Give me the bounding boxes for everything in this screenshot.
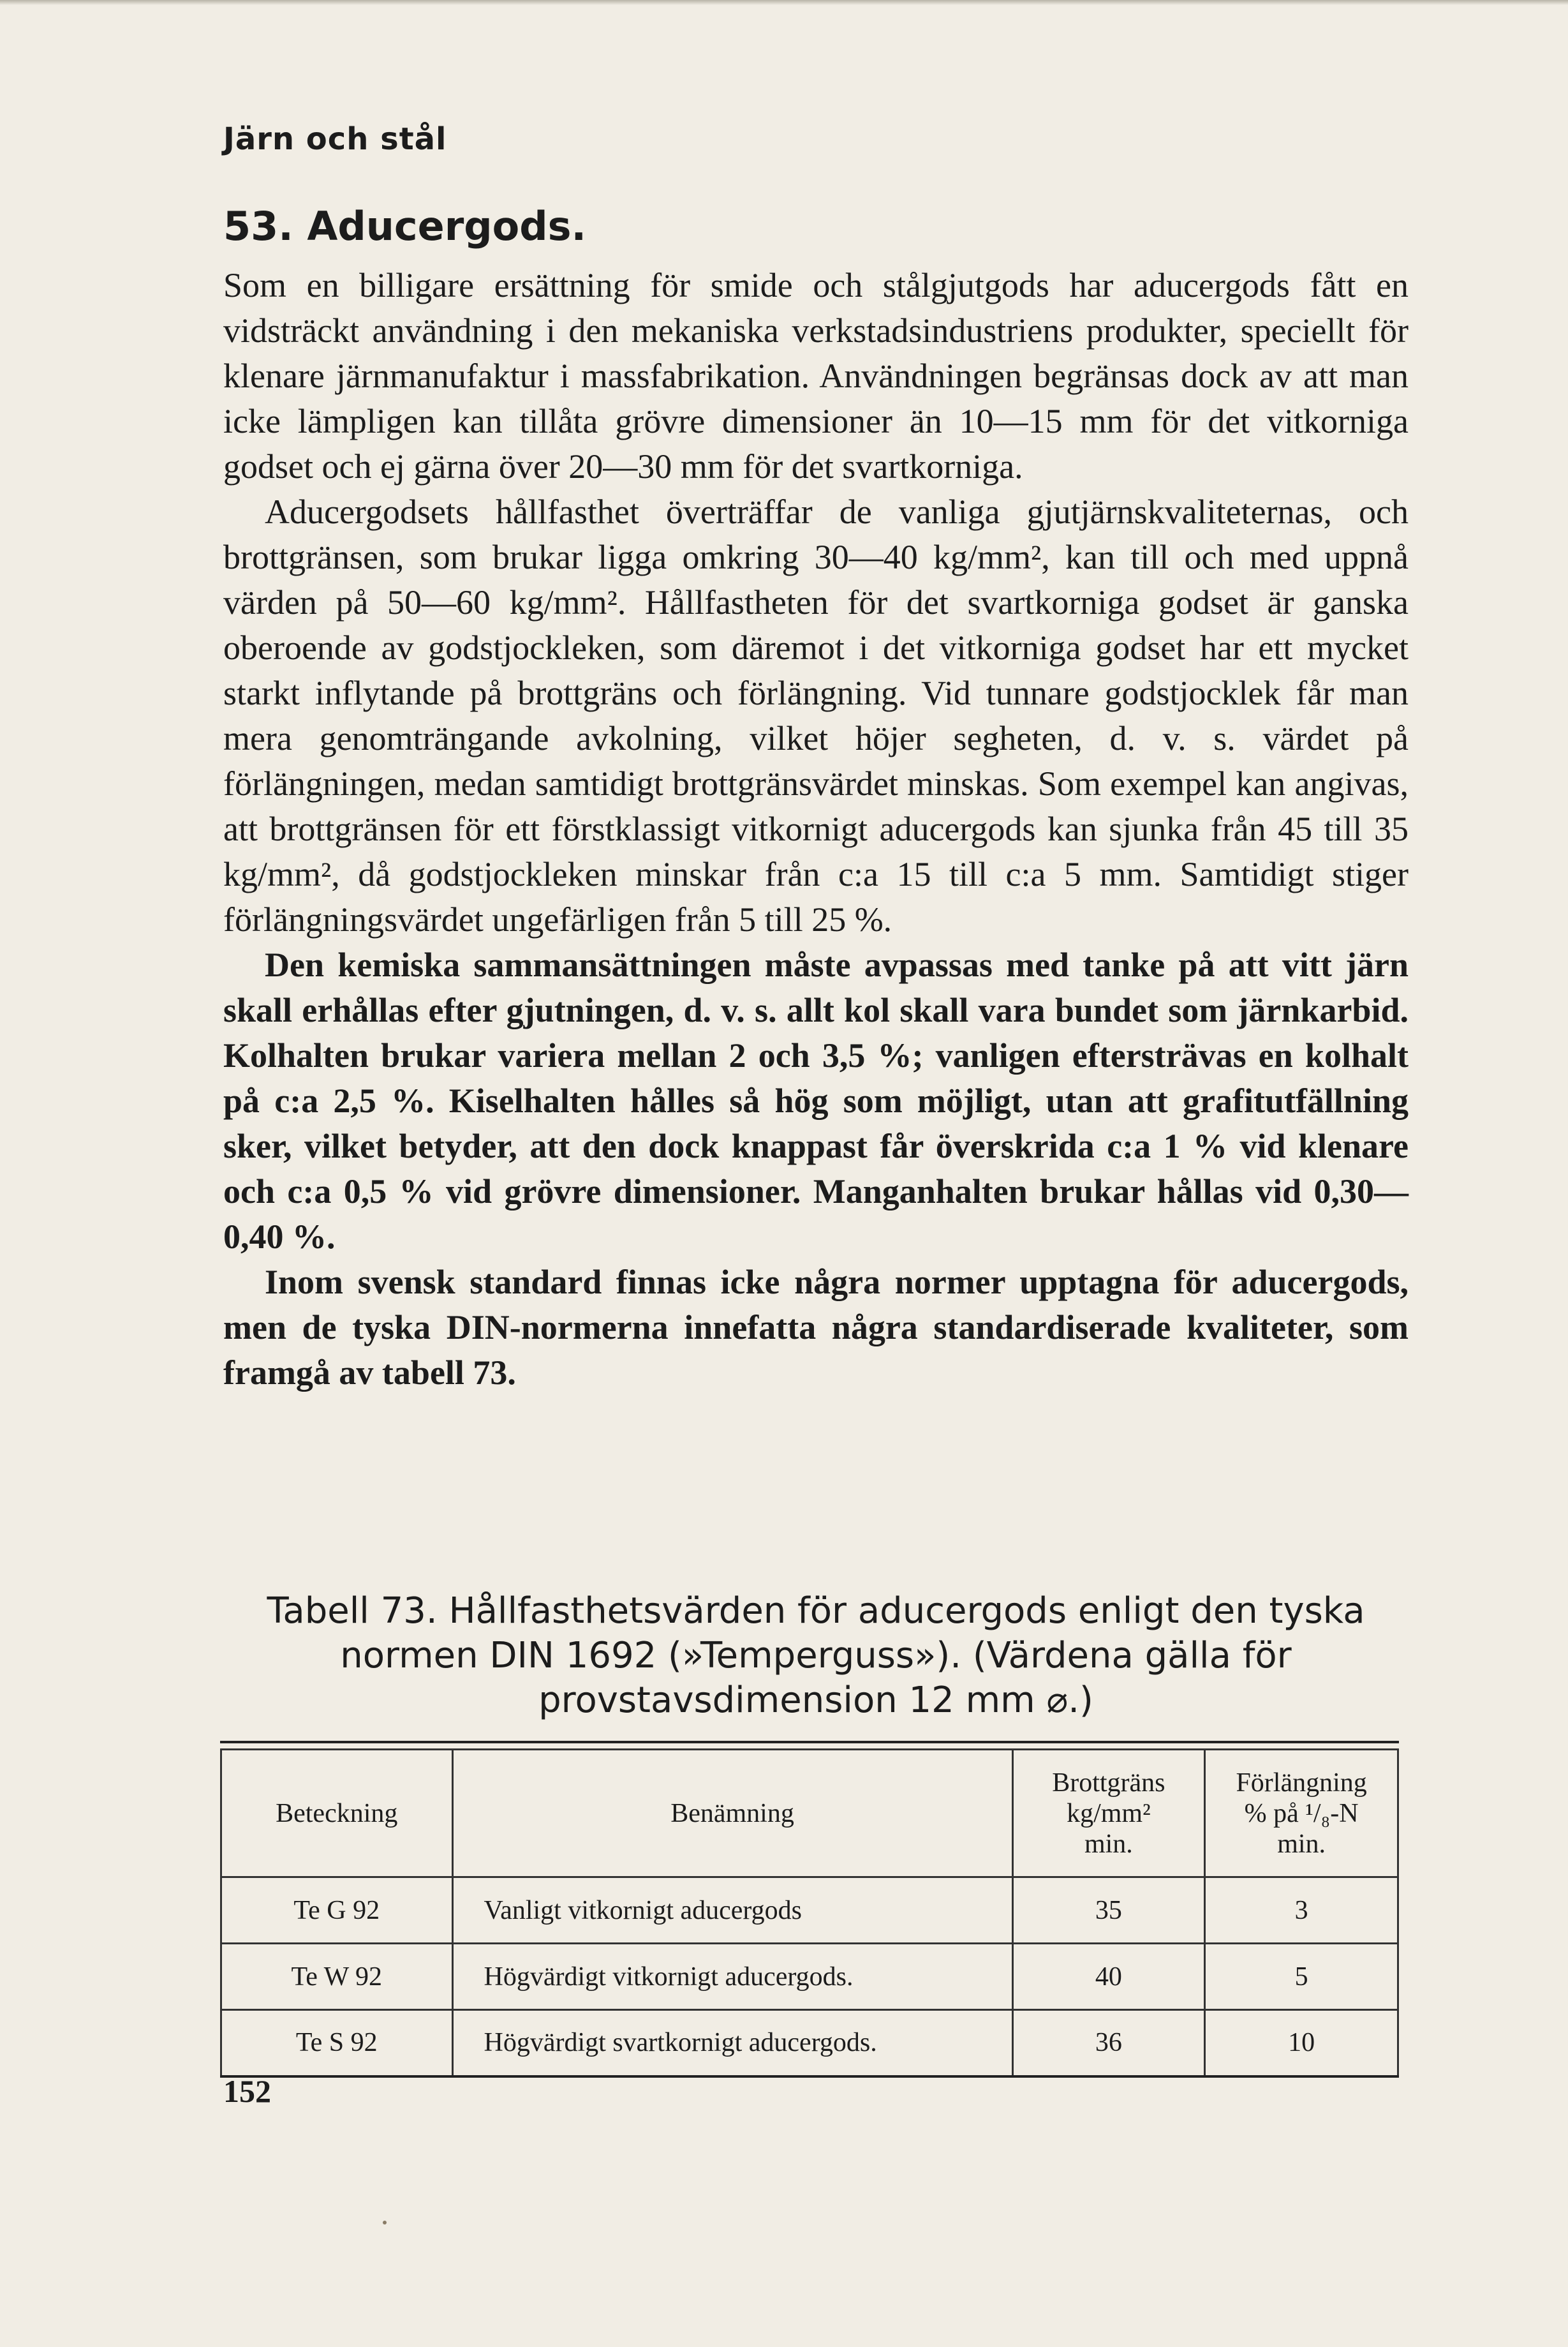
cell-designation: Te G 92	[221, 1877, 453, 1944]
table-row	[221, 1877, 1398, 1944]
paragraph-1: Som en billigare ersättning för smide och stålgjutgods har aducergods fått en vidsträckt användning i den mekaniska verkstadsindustriens produkter, speciellt för klenare järnmanufaktur i massfabrikation. Användningen begränsas dock av att man icke lämpligen kan tillåta grövre dimensioner än 10—15 mm för det vitkorniga godset och ej gärna över 20—30 mm för det svartkorniga.	[223, 266, 1409, 486]
header-elong-line2: % på ¹/₈-N	[1244, 1798, 1359, 1828]
header-tensile-line3: min.	[1084, 1829, 1133, 1859]
table-header-row	[221, 1750, 1398, 1877]
running-head: Järn och stål	[223, 121, 447, 157]
header-elongation	[1205, 1750, 1398, 1877]
header-tensile-line2: kg/mm²	[1067, 1798, 1151, 1828]
table-row	[221, 1944, 1398, 2010]
body-text	[223, 263, 1409, 1396]
cell-tensile: 40	[1012, 1944, 1205, 2010]
cell-name: Högvärdigt vitkornigt aducergods.	[452, 1944, 1012, 2010]
cell-designation: Te W 92	[221, 1944, 453, 2010]
header-name: Benämning	[452, 1750, 1012, 1877]
header-elong-line1: Förlängning	[1236, 1768, 1367, 1798]
table-caption: Tabell 73. Hållfasthetsvärden för aducergods enligt den tyska normen DIN 1692 (»Temperguss»). (Värdena gälla för provstavsdimension 12 mm ⌀.)	[267, 1590, 1365, 1721]
cell-elongation: 5	[1205, 1944, 1398, 2010]
cell-tensile: 35	[1012, 1877, 1205, 1944]
paragraph-2: Aducergodsets hållfasthet överträffar de vanliga gjutjärnskvaliteternas, och brottgränsen, som brukar ligga omkring 30—40 kg/mm², kan till och med uppnå värden på 50—60 kg/mm². Hållfastheten för det svartkorniga godset är ganska oberoende av godstjockleken, som däremot i det vitkorniga godset har ett mycket starkt inflytande på brottgräns och förlängning. Vid tunnare godstjocklek får man mera genomträngande avkolning, vilket höjer segheten, d. v. s. värdet på förlängningen, medan samtidigt brottgränsvärdet minskas. Som exempel kan angivas, att brottgränsen för ett förstklassigt vitkornigt aducergods kan sjunka från 45 till 35 kg/mm², då godstjockleken minskar från c:a 15 till c:a 5 mm. Samtidigt stiger förlängningsvärdet ungefärligen från 5 till 25 %.	[223, 493, 1409, 939]
section-title: 53. Aducergods.	[223, 203, 587, 250]
cell-elongation: 3	[1205, 1877, 1398, 1944]
paper-speck	[383, 2221, 387, 2224]
header-elong-line3: min.	[1277, 1829, 1326, 1859]
header-tensile	[1012, 1750, 1205, 1877]
header-tensile-line1: Brottgräns	[1052, 1768, 1165, 1798]
cell-name: Högvärdigt svartkornigt aducergods.	[452, 2010, 1012, 2076]
strength-table	[220, 1748, 1399, 2078]
cell-name: Vanligt vitkornigt aducergods	[452, 1877, 1012, 1944]
data-table-container	[220, 1741, 1399, 2078]
page-top-edge	[0, 0, 1568, 5]
cell-elongation: 10	[1205, 2010, 1398, 2076]
paragraph-3: Den kemiska sammansättningen måste avpassas med tanke på att vitt järn skall erhållas efter gjutningen, d. v. s. allt kol skall vara bundet som järnkarbid. Kolhalten brukar variera mellan 2 och 3,5 %; vanligen eftersträvas en kolhalt på c:a 2,5 %. Kiselhalten hålles så hög som möjligt, utan att grafitutfällning sker, vilket betyder, att den dock knappast får överskrida c:a 1 % vid klenare och c:a 0,5 % vid grövre dimensioner. Manganhalten brukar hållas vid 0,30—0,40 %.	[223, 946, 1409, 1256]
cell-designation: Te S 92	[221, 2010, 453, 2076]
page-number: 152	[223, 2073, 271, 2109]
paragraph-4: Inom svensk standard finnas icke några normer upptagna för aducergods, men de tyska DIN-normerna innefatta några standardiserade kvaliteter, som framgå av tabell 73.	[223, 1263, 1409, 1392]
header-designation: Beteckning	[221, 1750, 453, 1877]
table-row	[221, 2010, 1398, 2076]
table-top-rule	[220, 1741, 1399, 1743]
cell-tensile: 36	[1012, 2010, 1205, 2076]
